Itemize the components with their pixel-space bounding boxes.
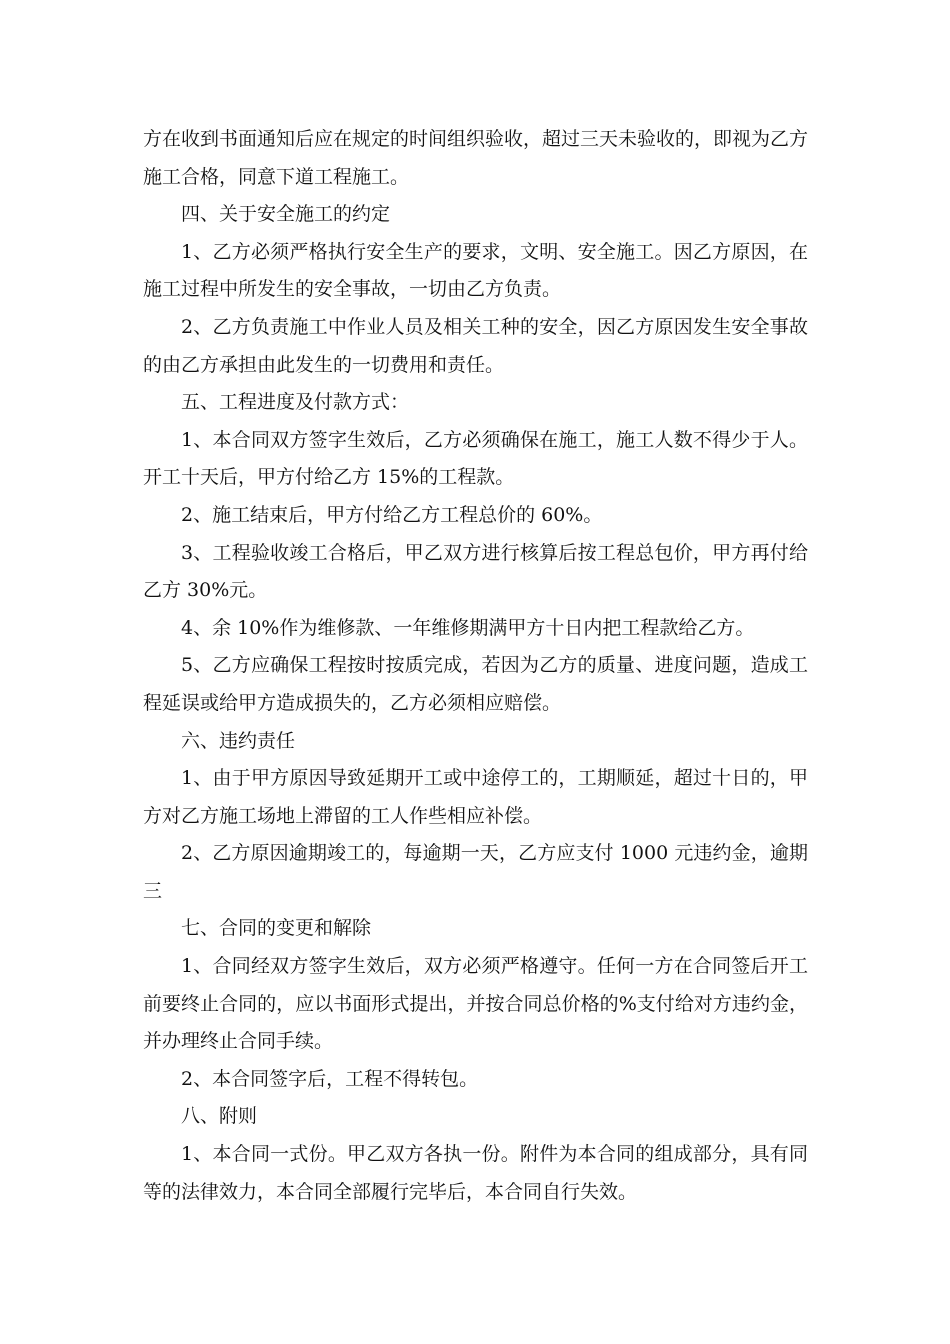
section-heading-liability: 六、违约责任 <box>181 729 296 752</box>
section-heading-safety: 四、关于安全施工的约定 <box>181 203 391 226</box>
clause-payment-2: 2、施工结束后，甲方付给乙方工程总价的 60%。 <box>181 503 603 526</box>
clause-liability-1: 1、由于甲方原因导致延期开工或中途停工的，工期顺延，超过十日的，甲方对乙方施工场地上滞留的工人作些相应补偿。 <box>143 767 808 827</box>
clause-payment-1: 1、本合同双方签字生效后，乙方必须确保在施工，施工人数不得少于人。开工十天后，甲方付给乙方 15%的工程款。 <box>143 428 808 489</box>
paragraph-continuation: 方在收到书面通知后应在规定的时间组织验收，超过三天未验收的，即视为乙方施工合格，同意下道工程施工。 <box>143 128 809 188</box>
clause-payment-5: 5、乙方应确保工程按时按质完成，若因为乙方的质量、进度问题，造成工程延误或给甲方造成损失的，乙方必须相应赔偿。 <box>143 654 808 714</box>
section-heading-amendment: 七、合同的变更和解除 <box>181 917 372 940</box>
section-heading-supplementary: 八、附则 <box>181 1105 258 1128</box>
clause-amendment-1: 1、合同经双方签字生效后，双方必须严格遵守。任何一方在合同签后开工前要终止合同的，应以书面形式提出，并按合同总价格的%支付给对方违约金，并办理终止合同手续。 <box>143 955 808 1053</box>
clause-safety-1: 1、乙方必须严格执行安全生产的要求，文明、安全施工。因乙方原因，在施工过程中所发生的安全事故，一切由乙方负责。 <box>143 240 808 301</box>
clause-safety-2: 2、乙方负责施工中作业人员及相关工种的安全，因乙方原因发生安全事故的由乙方承担由此发生的一切费用和责任。 <box>143 315 808 376</box>
clause-supplementary-1: 1、本合同一式份。甲乙双方各执一份。附件为本合同的组成部分，具有同等的法律效力，本合同全部履行完毕后，本合同自行失效。 <box>143 1143 808 1203</box>
clause-payment-3: 3、工程验收竣工合格后，甲乙双方进行核算后按工程总包价，甲方再付给乙方 30%元。 <box>143 541 808 602</box>
document-body <box>143 121 808 1211</box>
clause-liability-2: 2、乙方原因逾期竣工的，每逾期一天，乙方应支付 1000 元违约金，逾期三 <box>143 842 808 902</box>
section-heading-schedule-payment: 五、工程进度及付款方式： <box>181 391 410 414</box>
clause-amendment-2: 2、本合同签字后，工程不得转包。 <box>181 1067 479 1090</box>
clause-payment-4: 4、余 10%作为维修款、一年维修期满甲方十日内把工程款给乙方。 <box>181 616 755 639</box>
